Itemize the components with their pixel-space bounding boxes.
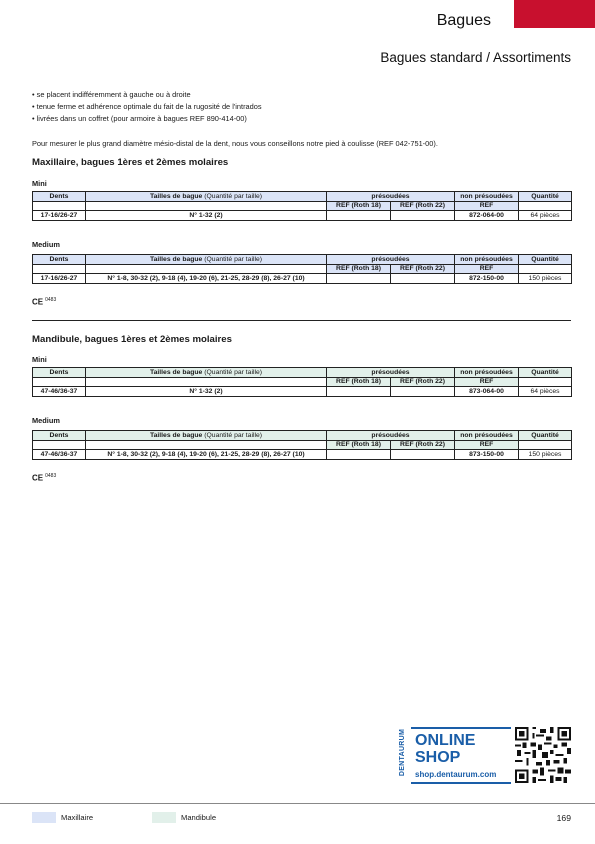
size-label-medium: Medium	[32, 416, 60, 425]
col-quantite: Quantité	[519, 255, 572, 265]
col-presoudees: présoudées	[327, 255, 455, 265]
table-row	[33, 450, 572, 460]
cell-quantite: 64 pièces	[519, 211, 572, 221]
online-shop-banner[interactable]	[399, 727, 514, 784]
col-tailles-label: Tailles de bague	[149, 368, 203, 376]
col-tailles	[86, 255, 327, 265]
table-subheader-row	[33, 201, 572, 211]
col-tailles-label: Tailles de bague	[149, 192, 203, 200]
col-dents: Dents	[33, 368, 86, 378]
section-divider	[32, 320, 571, 321]
cell-quantite: 150 pièces	[519, 274, 572, 284]
cell-ref: 873-064-00	[455, 387, 519, 397]
col-quantite: Quantité	[519, 431, 572, 441]
qr-code-icon[interactable]	[515, 727, 571, 783]
cell-roth22	[391, 274, 455, 284]
col-tailles-note: (Quantité par taille)	[204, 431, 263, 439]
table-mandibule-mini	[32, 367, 572, 397]
table-maxillaire-mini	[32, 191, 572, 221]
cell-quantite: 64 pièces	[519, 387, 572, 397]
cell-roth18	[327, 211, 391, 221]
table-maxillaire-medium	[32, 254, 572, 284]
page-number: 169	[556, 813, 571, 823]
table-row	[33, 274, 572, 284]
table-header-row	[33, 431, 572, 441]
col-ref-roth22: REF (Roth 22)	[391, 377, 455, 387]
brand-vertical-text: DENTAURUM	[399, 728, 407, 777]
cell-roth18	[327, 450, 391, 460]
table-subheader-row	[33, 440, 572, 450]
col-presoudees: présoudées	[327, 431, 455, 441]
col-ref-roth18: REF (Roth 18)	[327, 201, 391, 211]
size-label-mini: Mini	[32, 179, 47, 188]
col-tailles-note: (Quantité par taille)	[204, 192, 263, 200]
cell-tailles: N° 1-8, 30-32 (2), 9-18 (4), 19-20 (6), 21-25, 28-29 (8), 26-27 (10)	[86, 274, 327, 284]
legend-swatch-mandibule	[152, 812, 176, 823]
col-dents: Dents	[33, 192, 86, 202]
ce-mark	[32, 297, 56, 307]
col-non-presoudees: non présoudées	[455, 255, 519, 265]
shop-line-online: ONLINE	[415, 732, 476, 749]
shop-url-link[interactable]: shop.dentaurum.com	[415, 770, 497, 779]
col-dents: Dents	[33, 255, 86, 265]
cell-tailles: N° 1-32 (2)	[86, 387, 327, 397]
cell-roth18	[327, 274, 391, 284]
section-title-maxillaire: Maxillaire, bagues 1ères et 2èmes molaires	[32, 157, 229, 168]
size-label-medium: Medium	[32, 240, 60, 249]
table-header-row	[33, 255, 572, 265]
cell-roth18	[327, 387, 391, 397]
col-tailles	[86, 192, 327, 202]
col-tailles	[86, 368, 327, 378]
cell-roth22	[391, 450, 455, 460]
feature-item: • tenue ferme et adhérence optimale du fait de la rugosité de l'intrados	[32, 101, 262, 113]
col-ref: REF	[455, 264, 519, 274]
cell-roth22	[391, 211, 455, 221]
table-row	[33, 211, 572, 221]
col-tailles-label: Tailles de bague	[149, 431, 203, 439]
page-subtitle: Bagues standard / Assortiments	[380, 50, 571, 65]
ce-mark-text: CE	[32, 297, 44, 307]
table-subheader-row	[33, 377, 572, 387]
col-non-presoudees: non présoudées	[455, 192, 519, 202]
cell-dents: 47-46/36-37	[33, 387, 86, 397]
cell-roth22	[391, 387, 455, 397]
cell-ref: 872-064-00	[455, 211, 519, 221]
ce-mark-text: CE	[32, 473, 44, 483]
page-title: Bagues	[436, 12, 491, 29]
col-ref: REF	[455, 440, 519, 450]
col-quantite: Quantité	[519, 192, 572, 202]
feature-list	[32, 89, 262, 125]
col-tailles-note: (Quantité par taille)	[204, 368, 263, 376]
ce-mark-number: 0483	[45, 297, 57, 303]
col-ref: REF	[455, 377, 519, 387]
col-dents: Dents	[33, 431, 86, 441]
cell-ref: 873-150-00	[455, 450, 519, 460]
feature-item: • livrées dans un coffret (pour armoire à bagues REF 890-414-00)	[32, 113, 262, 125]
shop-line-shop: SHOP	[415, 749, 461, 766]
cell-tailles: N° 1-32 (2)	[86, 211, 327, 221]
feature-item: • se placent indifféremment à gauche ou à droite	[32, 89, 262, 101]
col-ref-roth18: REF (Roth 18)	[327, 264, 391, 274]
red-accent-tab	[514, 0, 595, 28]
cell-dents: 47-46/36-37	[33, 450, 86, 460]
legend-label-maxillaire: Maxillaire	[61, 813, 94, 822]
col-non-presoudees: non présoudées	[455, 431, 519, 441]
col-tailles-label: Tailles de bague	[149, 255, 203, 263]
col-ref: REF	[455, 201, 519, 211]
col-presoudees: présoudées	[327, 192, 455, 202]
ce-mark	[32, 473, 56, 483]
cell-quantite: 150 pièces	[519, 450, 572, 460]
cell-tailles: N° 1-8, 30-32 (2), 9-18 (4), 19-20 (6), 21-25, 28-29 (8), 26-27 (10)	[86, 450, 327, 460]
section-title-mandibule: Mandibule, bagues 1ères et 2èmes molaires	[32, 334, 232, 345]
footer-divider	[0, 803, 595, 804]
size-label-mini: Mini	[32, 355, 47, 364]
col-ref-roth18: REF (Roth 18)	[327, 440, 391, 450]
cell-dents: 17-16/26-27	[33, 211, 86, 221]
table-header-row	[33, 192, 572, 202]
col-ref-roth22: REF (Roth 22)	[391, 264, 455, 274]
table-row	[33, 387, 572, 397]
table-header-row	[33, 368, 572, 378]
col-tailles-note: (Quantité par taille)	[204, 255, 263, 263]
col-ref-roth22: REF (Roth 22)	[391, 440, 455, 450]
col-presoudees: présoudées	[327, 368, 455, 378]
intro-text: Pour mesurer le plus grand diamètre mésio-distal de la dent, nous vous conseillons notre pied à coulisse (REF 042-751-00).	[32, 139, 438, 148]
legend-swatch-maxillaire	[32, 812, 56, 823]
cell-ref: 872-150-00	[455, 274, 519, 284]
table-mandibule-medium	[32, 430, 572, 460]
col-tailles	[86, 431, 327, 441]
col-quantite: Quantité	[519, 368, 572, 378]
col-ref-roth18: REF (Roth 18)	[327, 377, 391, 387]
col-ref-roth22: REF (Roth 22)	[391, 201, 455, 211]
ce-mark-number: 0483	[45, 473, 57, 479]
col-non-presoudees: non présoudées	[455, 368, 519, 378]
cell-dents: 17-16/26-27	[33, 274, 86, 284]
legend-label-mandibule: Mandibule	[181, 813, 217, 822]
table-subheader-row	[33, 264, 572, 274]
